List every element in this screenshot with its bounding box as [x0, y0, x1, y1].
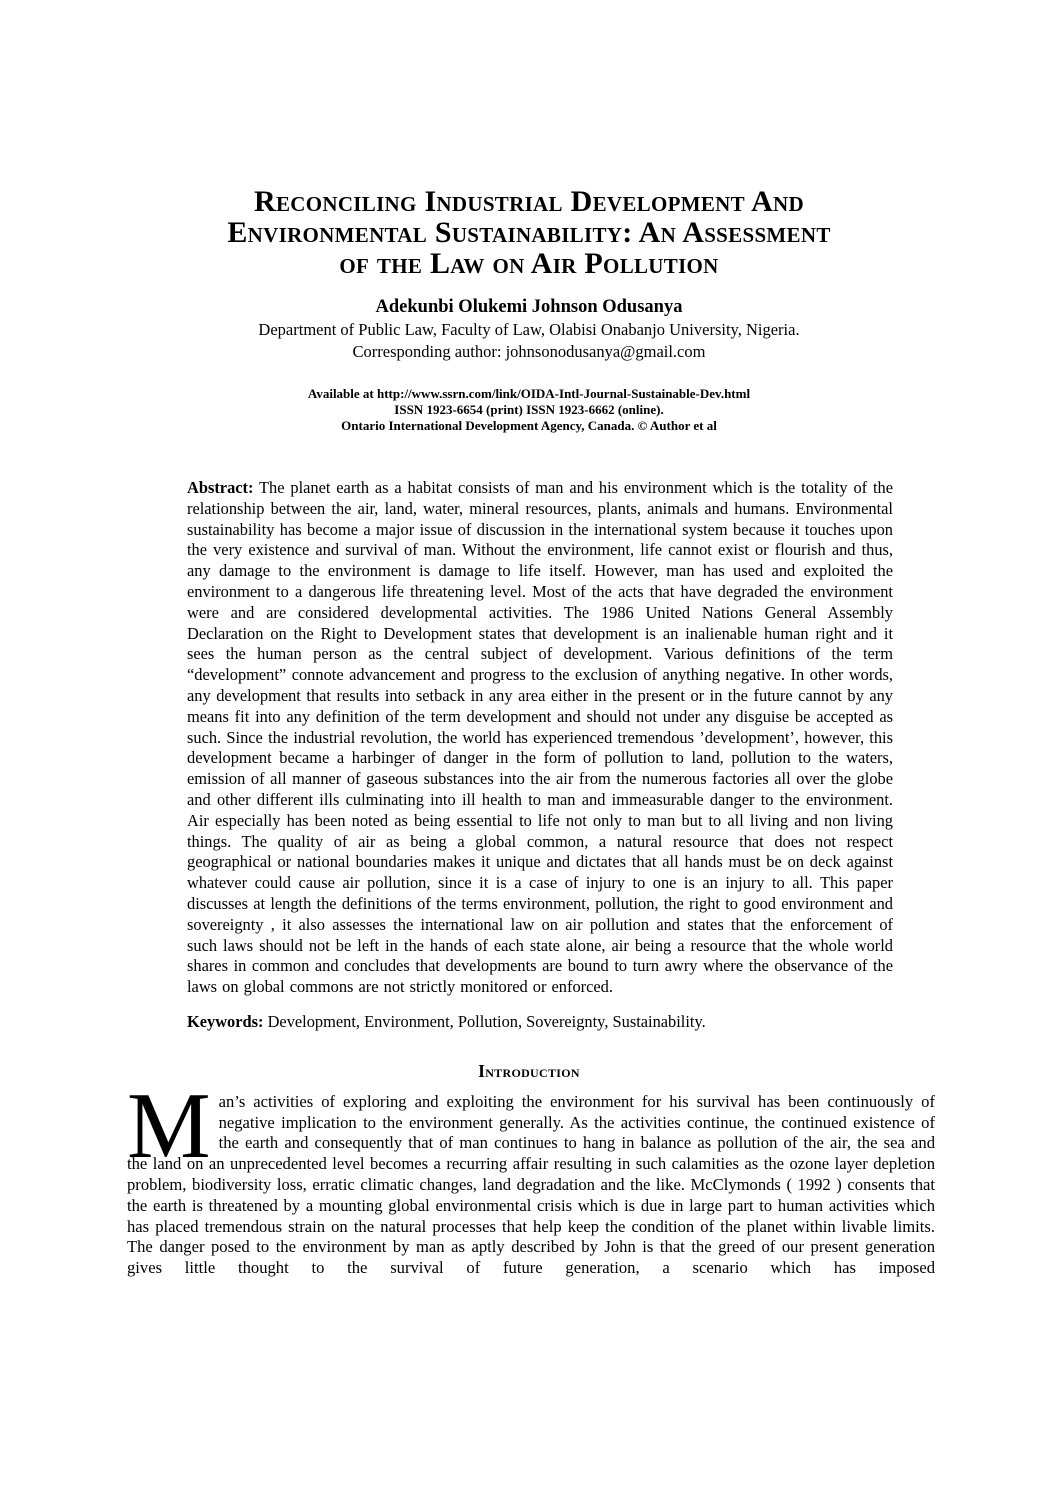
title-line-3: of the Law on Air Pollution: [339, 247, 719, 280]
corresponding-author-line: Corresponding author: johnsonodusanya@gmail.com: [352, 342, 706, 361]
title-line-1: Reconciling Industrial Development And: [254, 185, 804, 218]
title-line-2: Environmental Sustainability: An Assessment: [227, 216, 831, 249]
abstract-paragraph: [187, 478, 893, 998]
publisher-copyright-line: Ontario International Development Agency, Canada. © Author et al: [341, 418, 717, 433]
paper-title: [0, 186, 1058, 279]
introduction-paragraph: [127, 1073, 935, 1279]
keywords-line: [187, 1012, 893, 1033]
keywords-text: Development, Environment, Pollution, Sovereignty, Sustainability.: [267, 1011, 706, 1031]
issn-line: ISSN 1923-6654 (print) ISSN 1923-6662 (online).: [394, 402, 664, 417]
author-name: Adekunbi Olukemi Johnson Odusanya: [375, 297, 683, 317]
abstract-text: The planet earth as a habitat consists of man and his environment which is the totality of the relationship between the air, land, water, mineral resources, plants, animals and humans. Environmental sustainability has become a major issue of discussion in the international system because it touches upon the very existence and survival of man. Without the environment, life cannot exist or flourish and thus, any damage to the environment is damage to life itself. However, man has used and exploited the environment to a dangerous life threatening level. Most of the acts that have degraded the environment were and are considered developmental activities. The 1986 United Nations General Assembly Declaration on the Right to Development states that development is an inalienable human right and it sees the human person as the central subject of development. Various definitions of the term “development” connote advancement and progress to the exclusion of anything negative. In other words, any development that results into setback in any area either in the present or in the future cannot by any means fit into any definition of the term development and should not under any disguise be accepted as such. Since the industrial revolution, the world has experienced tremendous ’development’, however, this development became a harbinger of danger in the form of pollution to land, pollution to the waters, emission of all manner of gaseous substances into the air from the numerous factories all over the globe and other different ills culminating into ill health to man and immeasurable danger to the environment. Air especially has been noted as being essential to life not only to man but to all living and non living things. The quality of air as being a global common, a natural resource that does not respect geographical or national boundaries makes it unique and dictates that all hands must be on deck against whatever could cause air pollution, since it is a case of injury to one is an injury to all. This paper discusses at length the definitions of the terms environment, pollution, the right to good environment and sovereignty , it also assesses the international law on air pollution and states that the enforcement of such laws should not be left in the hands of each state alone, air being a resource that the whole world shares in common and concludes that developments are bound to turn awry where the observance of the laws on global commons are not strictly monitored or enforced.: [187, 478, 893, 997]
abstract-label: Abstract:: [187, 478, 254, 497]
abstract-section: [187, 478, 893, 1033]
publication-info: [0, 386, 1058, 434]
keywords-label: Keywords:: [187, 1011, 264, 1031]
author-affiliation: Department of Public Law, Faculty of Law, Olabisi Onabanjo University, Nigeria.: [258, 320, 800, 339]
introduction-text: an’s activities of exploring and exploiting the environment for his survival has been continuously of negative implication to the environment generally. As the activities continue, the continued existence of the earth and consequently that of man continues to hang in balance as pollution of the air, the sea and the land on an unprecedented level becomes a recurring affair resulting in such calamities as the ozone layer depletion problem, biodiversity loss, erratic climatic changes, land degradation and the like. McClymonds ( 1992 ) consents that the earth is threatened by a mounting global environmental crisis which is due in large part to human activities which has placed tremendous strain on the natural processes that help keep the condition of the planet within livable limits. The danger posed to the environment by man as aptly described by John is that the greed of our present generation gives little thought to the survival of future generation, a scenario which has imposed: [127, 1091, 935, 1278]
dropcap-letter-m: M: [127, 1073, 211, 1178]
introduction-heading: Introduction: [478, 1060, 580, 1081]
availability-url-line: Available at http://www.ssrn.com/link/OIDA-Intl-Journal-Sustainable-Dev.html: [307, 386, 751, 401]
paper-header: [0, 186, 1058, 434]
